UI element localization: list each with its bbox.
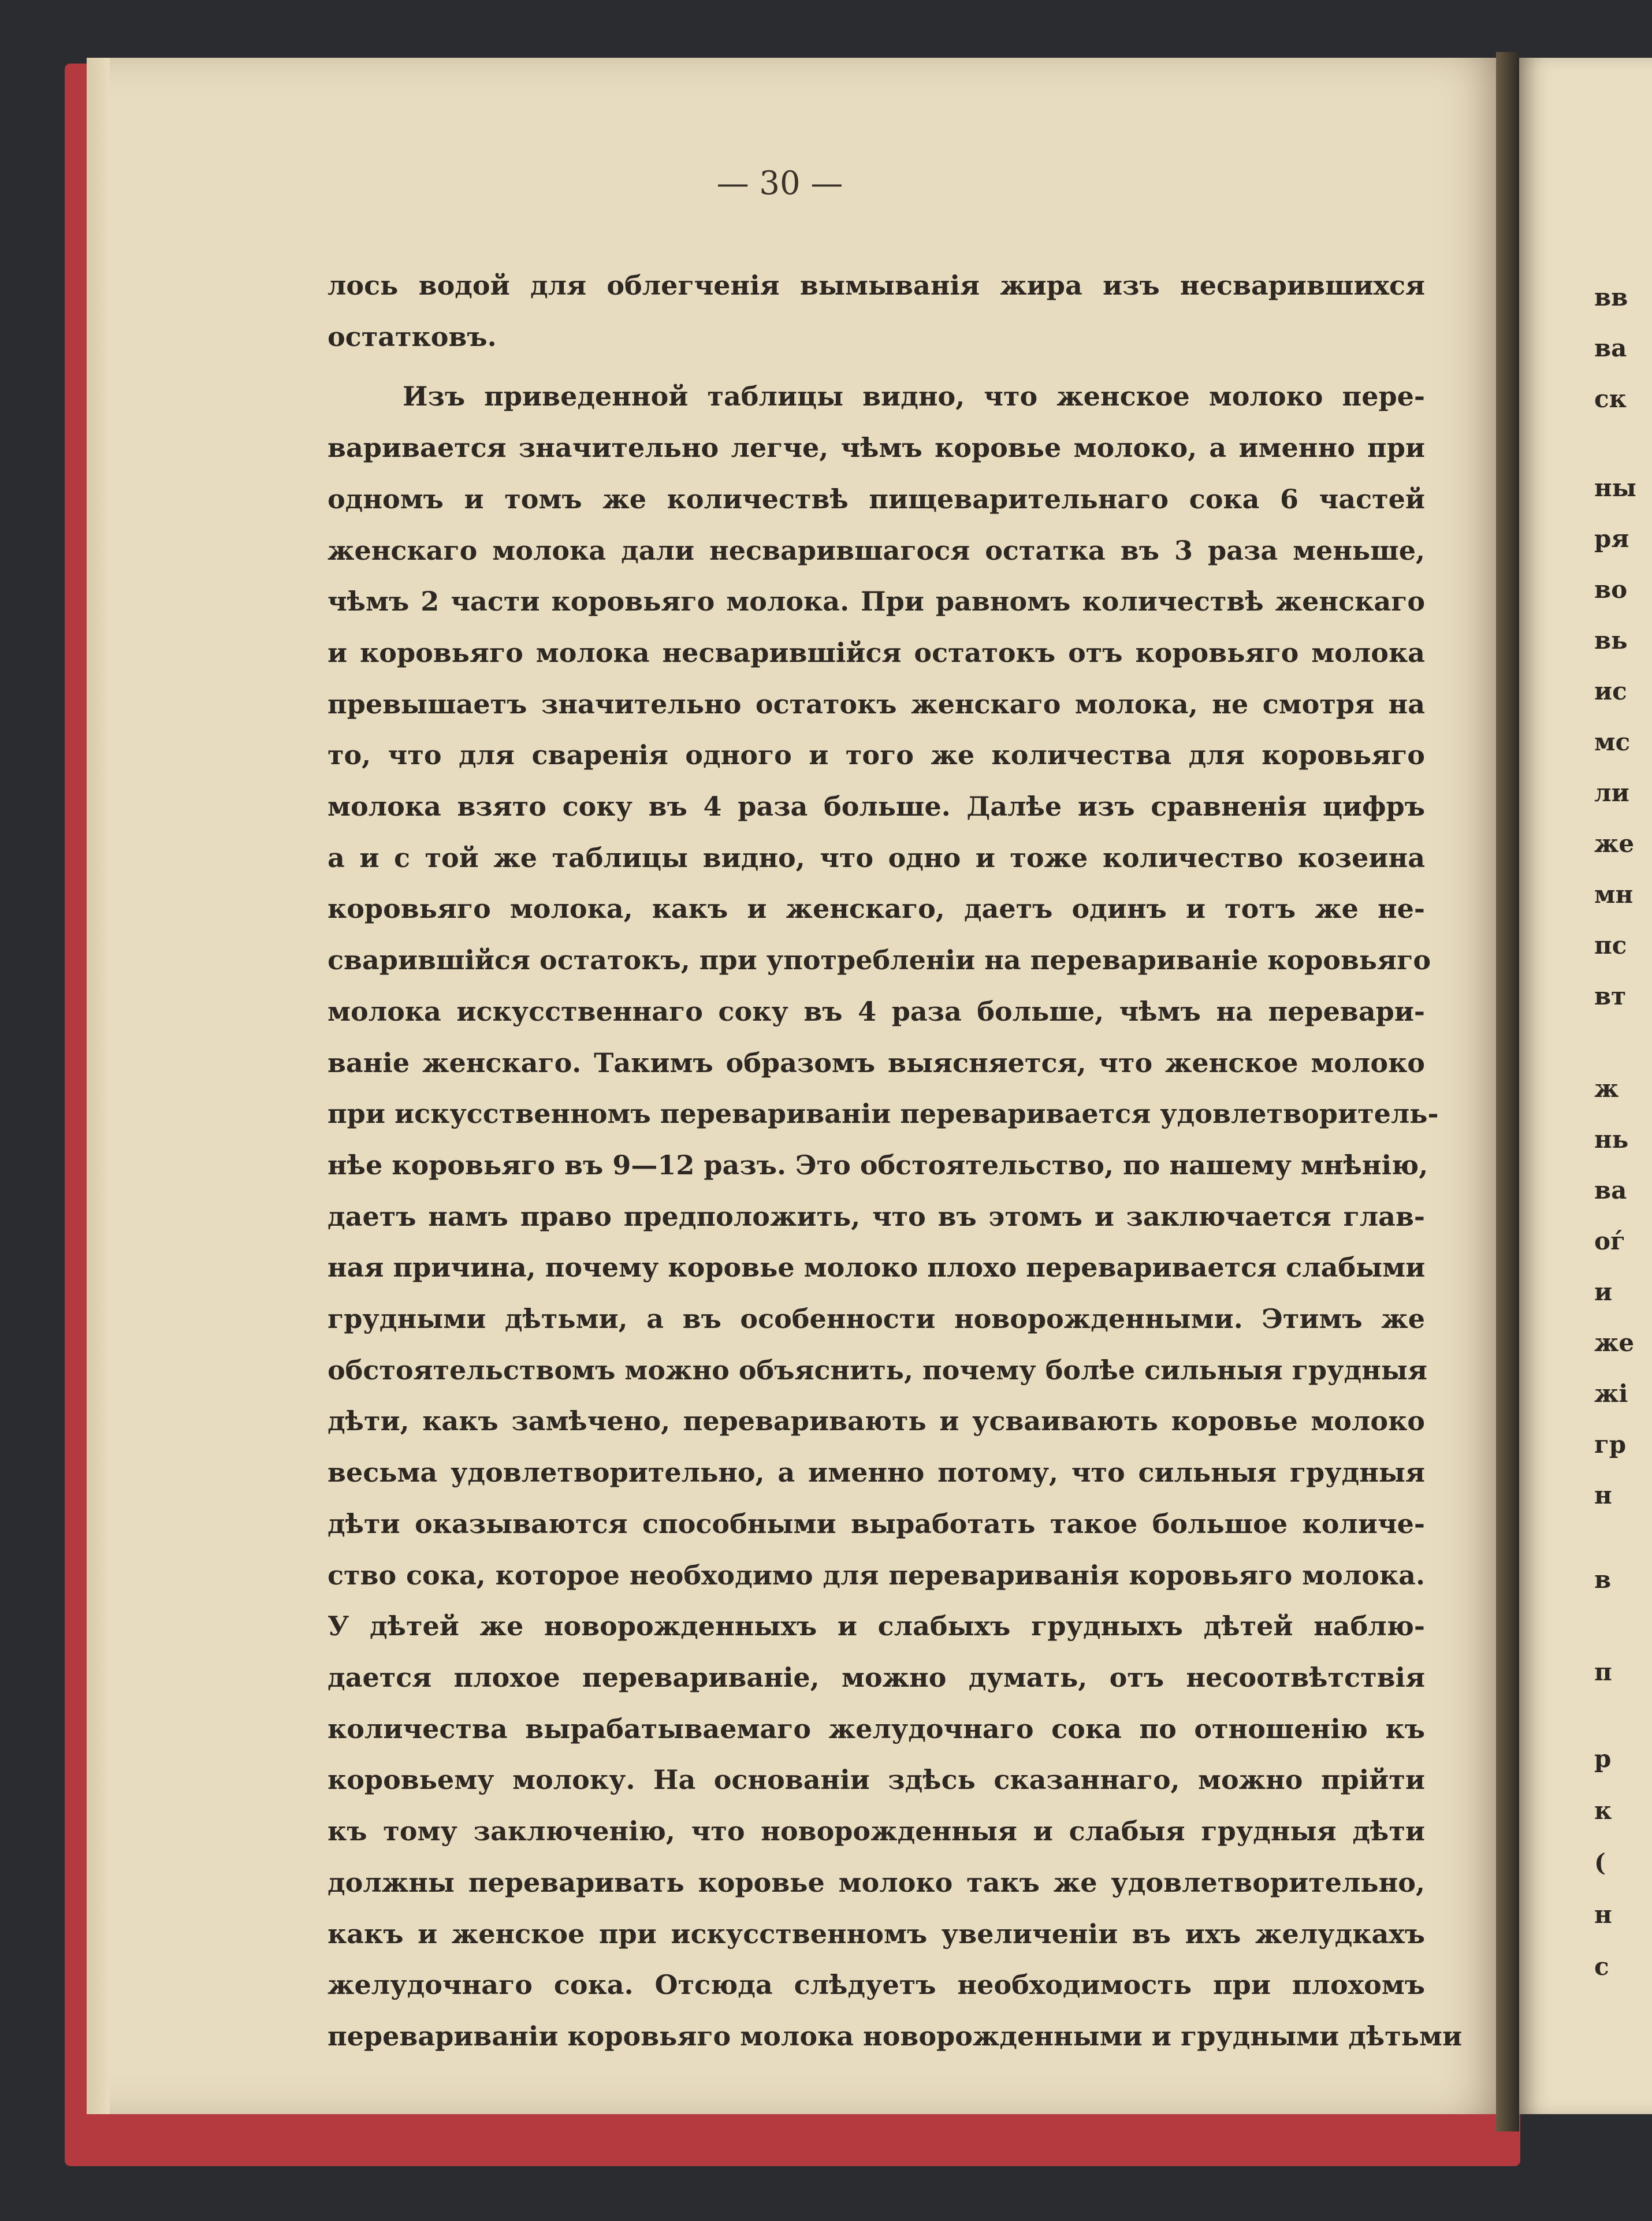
text-line: то, что для сваренія одного и того же количества для коровьяго xyxy=(328,739,1425,771)
facing-line-fragment: вв xyxy=(1594,283,1628,311)
facing-line-fragment: ны xyxy=(1594,474,1636,502)
text-line: молока искусственнаго соку въ 4 раза больше, чѣмъ на перевари- xyxy=(328,995,1425,1027)
facing-line-fragment: ли xyxy=(1594,779,1629,807)
facing-line-fragment: ва xyxy=(1594,1176,1627,1204)
facing-line-fragment: в xyxy=(1594,1565,1612,1594)
text-line: желудочнаго сока. Отсюда слѣдуетъ необходимость при плохомъ xyxy=(328,1969,1425,2001)
paragraph-spacer xyxy=(328,362,1425,371)
text-line: Изъ приведенной таблицы видно, что женское молоко пере- xyxy=(403,381,1425,412)
text-line: ваніе женскаго. Такимъ образомъ выясняется, что женское молоко xyxy=(328,1047,1425,1078)
text-line: нѣе коровьяго въ 9—12 разъ. Это обстоятельство, по нашему мнѣнію, xyxy=(328,1149,1428,1181)
text-line: къ тому заключенію, что новорожденныя и слабыя грудныя дѣти xyxy=(328,1816,1425,1847)
facing-line-fragment: во xyxy=(1594,575,1628,604)
facing-line-fragment: мс xyxy=(1594,728,1631,756)
facing-line-fragment: гр xyxy=(1594,1430,1627,1459)
facing-line-fragment: жі xyxy=(1594,1379,1628,1408)
text-line: ство сока, которое необходимо для перевариванія коровьяго молока. xyxy=(328,1559,1425,1591)
page-number: — 30 — xyxy=(716,165,843,202)
facing-line-fragment: ж xyxy=(1594,1074,1619,1103)
text-line: весьма удовлетворительно, а именно потому, что сильныя грудныя xyxy=(328,1457,1425,1489)
text-line: варивается значительно легче, чѣмъ коровье молоко, а именно при xyxy=(328,432,1425,464)
facing-line-fragment: ( xyxy=(1594,1848,1606,1877)
right-page xyxy=(1519,58,1652,2114)
text-line: какъ и женское при искусственномъ увеличеніи въ ихъ желудкахъ xyxy=(328,1918,1425,1950)
facing-line-fragment: ва xyxy=(1594,334,1627,362)
facing-line-fragment: вь xyxy=(1594,626,1628,654)
text-line: женскаго молока дали несварившагося остатка въ 3 раза меньше, xyxy=(328,534,1425,566)
facing-line-fragment: вт xyxy=(1594,982,1627,1010)
text-line: лось водой для облегченія вымыванія жира изъ несварившихся xyxy=(328,270,1425,301)
facing-line-fragment: оѓ xyxy=(1594,1227,1625,1255)
text-line: молока взято соку въ 4 раза больше. Далѣе изъ сравненія цифръ xyxy=(328,791,1425,823)
text-line: одномъ и томъ же количествѣ пищеварительнаго сока 6 частей xyxy=(328,483,1425,515)
text-line: ная причина, почему коровье молоко плохо переваривается слабыми xyxy=(328,1252,1426,1284)
facing-line-fragment: н xyxy=(1594,1900,1612,1929)
facing-line-fragment: мн xyxy=(1594,880,1634,909)
text-line: превышаетъ значительно остатокъ женскаго молока, не смотря на xyxy=(328,688,1425,720)
text-line: грудными дѣтьми, а въ особенности новорожденными. Этимъ же xyxy=(328,1303,1425,1335)
text-line: и коровьяго молока несварившійся остатокъ отъ коровьяго молока xyxy=(328,637,1425,668)
facing-line-fragment: к xyxy=(1594,1796,1612,1825)
facing-line-fragment: пс xyxy=(1594,931,1627,959)
text-line: дается плохое перевариваніе, можно думать, отъ несоотвѣтствія xyxy=(328,1661,1425,1693)
text-line: сварившійся остатокъ, при употребленіи на перевариваніе коровьяго xyxy=(328,944,1431,976)
text-line: чѣмъ 2 части коровьяго молока. При равномъ количествѣ женскаго xyxy=(328,586,1425,617)
facing-line-fragment: с xyxy=(1594,1952,1609,1981)
facing-line-fragment: и xyxy=(1594,1278,1613,1306)
facing-line-fragment: р xyxy=(1594,1744,1612,1773)
facing-line-fragment: ск xyxy=(1594,385,1627,413)
text-line: при искусственномъ перевариваніи переваривается удовлетворитель- xyxy=(328,1098,1439,1130)
text-line: дѣти, какъ замѣчено, переваривають и усваивають коровье молоко xyxy=(328,1405,1425,1437)
text-line: обстоятельствомъ можно объяснить, почему болѣе сильныя грудныя xyxy=(328,1354,1427,1386)
facing-line-fragment: ря xyxy=(1594,524,1629,553)
facing-line-fragment: же xyxy=(1594,829,1635,858)
book-gutter xyxy=(1496,52,1519,2131)
text-line: должны переваривать коровье молоко такъ же удовлетворительно, xyxy=(328,1866,1425,1898)
facing-line-fragment: н xyxy=(1594,1481,1612,1509)
text-line: У дѣтей же новорожденныхъ и слабыхъ грудныхъ дѣтей наблю- xyxy=(328,1610,1425,1642)
text-line: остатковъ. xyxy=(328,321,497,352)
facing-line-fragment: п xyxy=(1594,1658,1612,1686)
facing-line-fragment: нь xyxy=(1594,1125,1629,1154)
page-edge xyxy=(87,58,110,2114)
text-line: количества вырабатываемаго желудочнаго сока по отношенію къ xyxy=(328,1713,1425,1744)
text-line: а и с той же таблицы видно, что одно и тоже количество козеина xyxy=(328,842,1425,873)
text-line: даетъ намъ право предположить, что въ этомъ и заключается глав- xyxy=(328,1200,1425,1232)
text-line: дѣти оказываются способными выработать такое большое количе- xyxy=(328,1508,1425,1539)
text-line: коровьяго молока, какъ и женскаго, даетъ одинъ и тотъ же не- xyxy=(328,893,1425,925)
facing-line-fragment: ис xyxy=(1594,677,1627,705)
body-text xyxy=(328,260,1463,2062)
facing-line-fragment: же xyxy=(1594,1329,1635,1357)
text-line: перевариваніи коровьяго молока новорожденными и грудными дѣтьми xyxy=(328,2020,1463,2052)
text-line: коровьему молоку. На основаніи здѣсь сказаннаго, можно прійти xyxy=(328,1764,1425,1796)
